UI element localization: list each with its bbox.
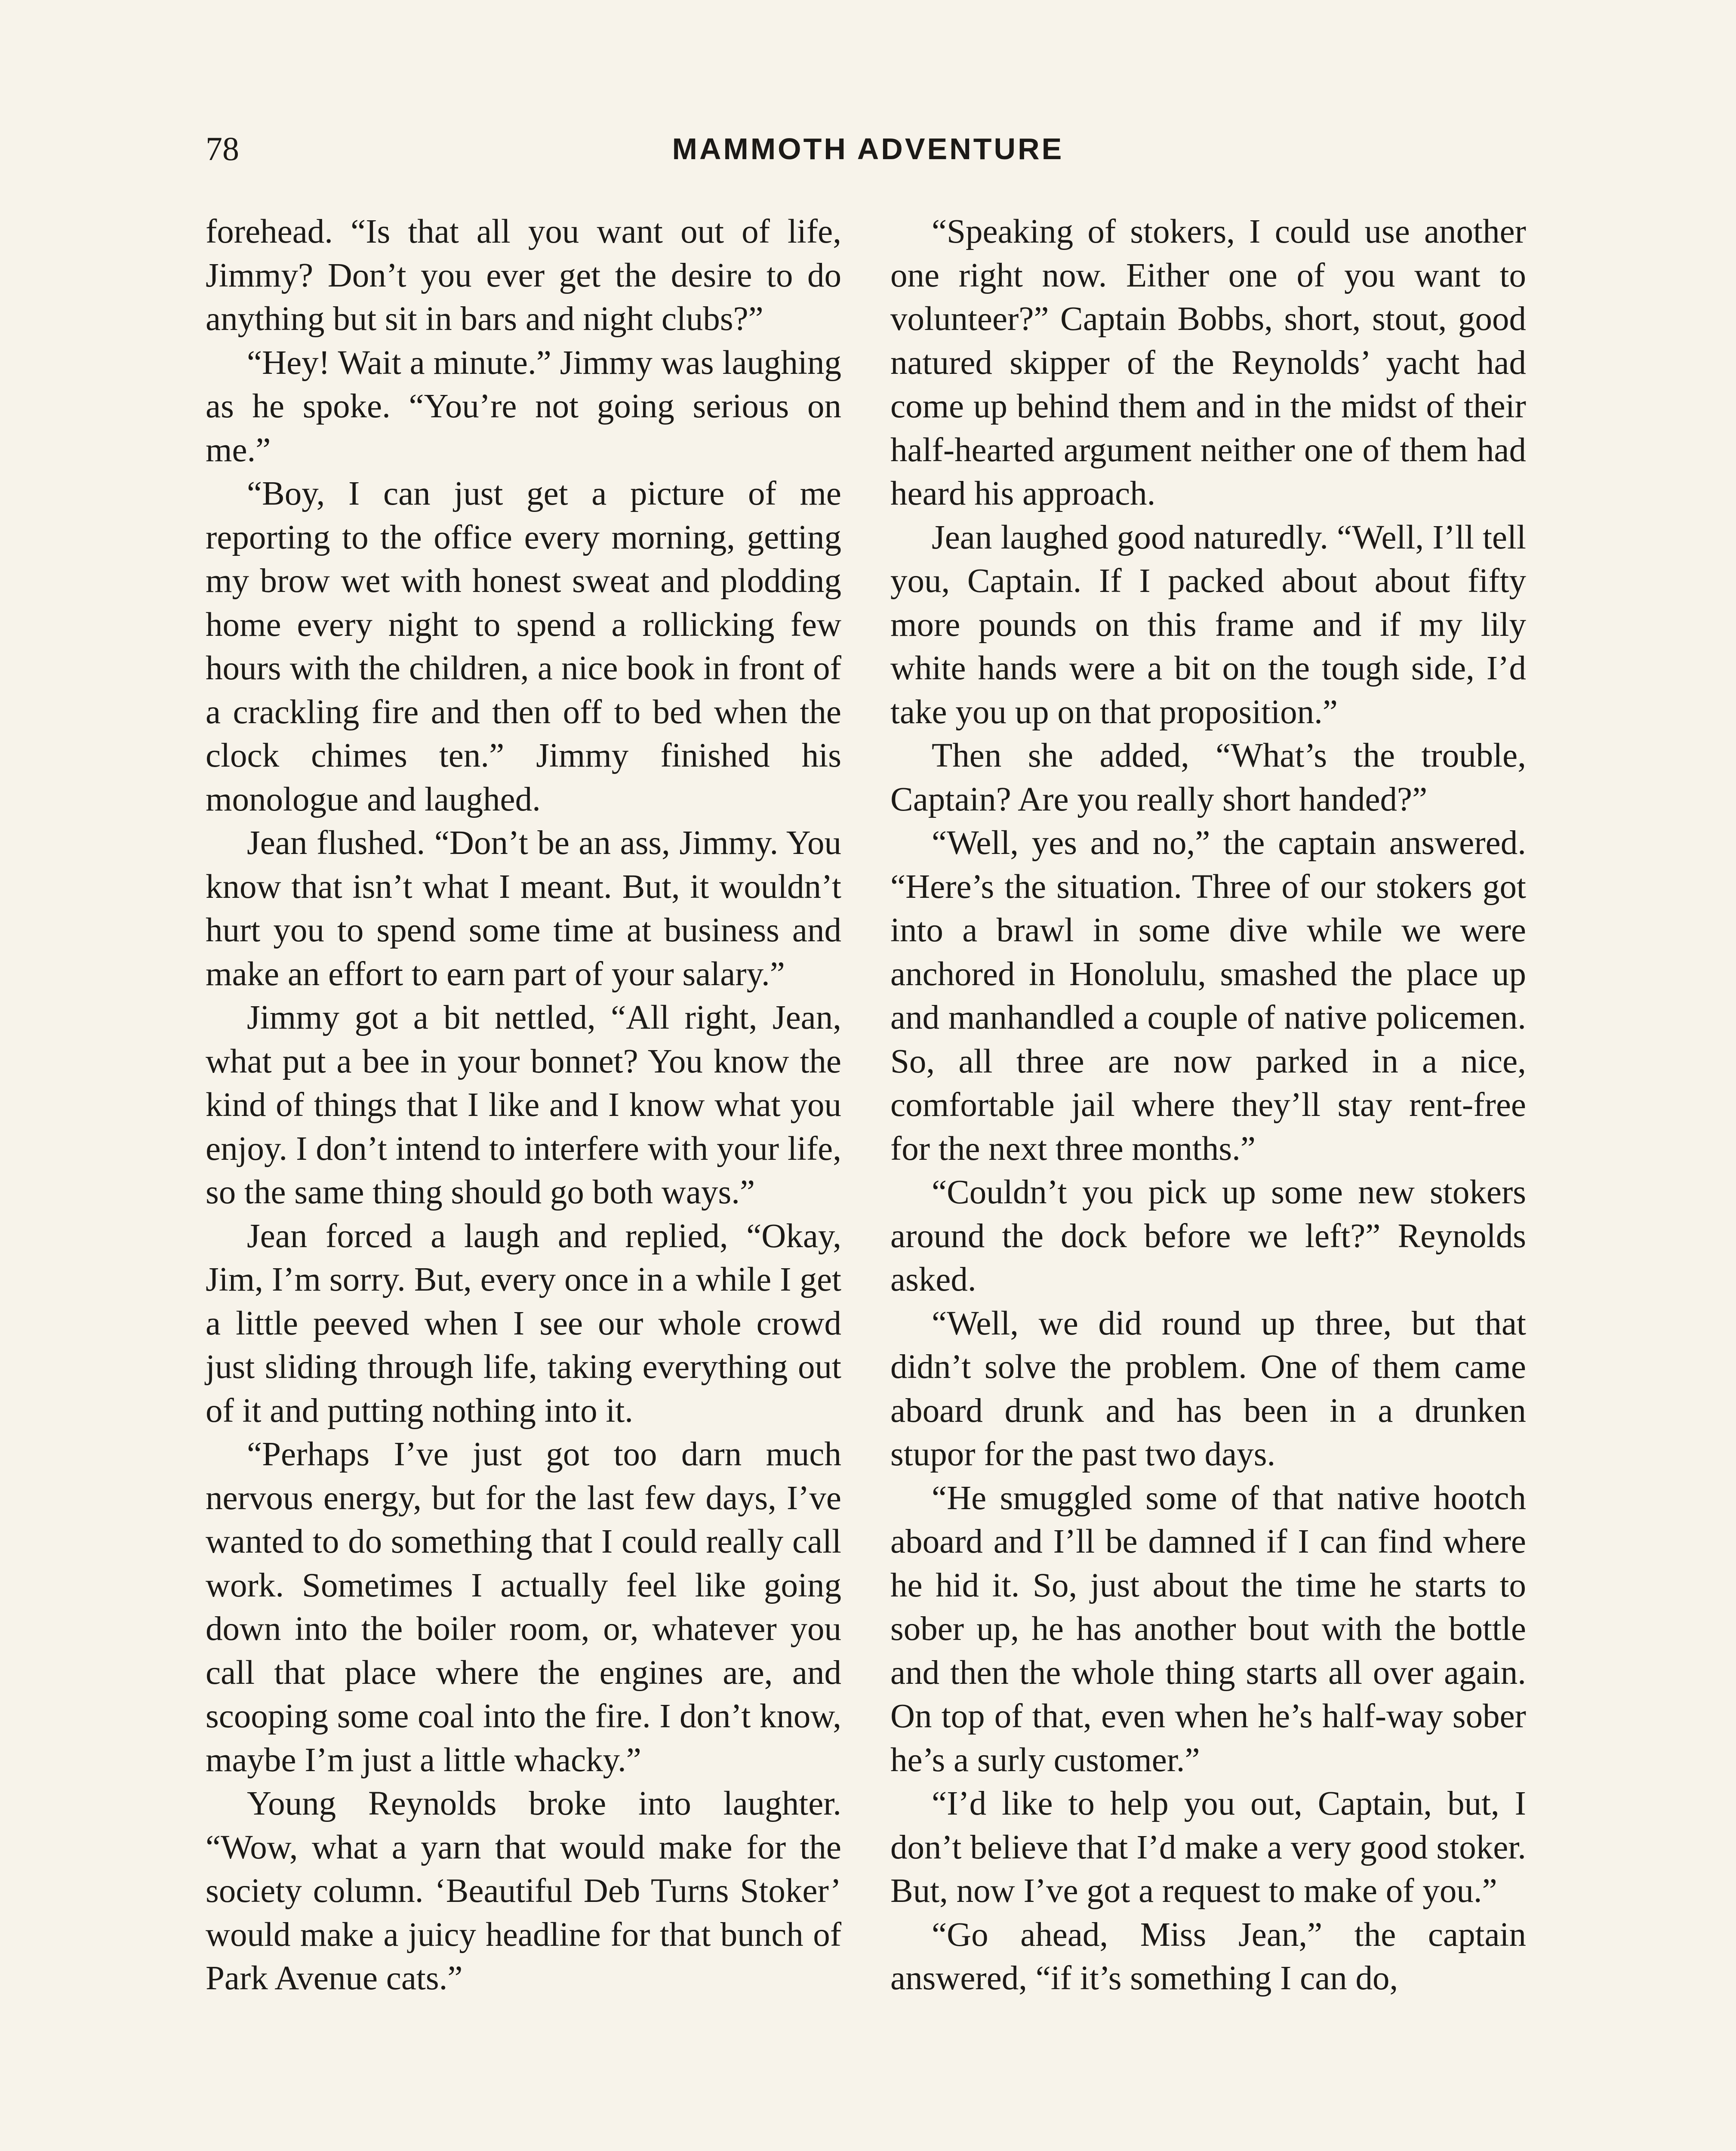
page-header [206, 123, 1530, 175]
paragraph: “Perhaps I’ve just got too darn much nervous energy, but for the last few days, I’ve wanted to do something that I could really call work. Sometimes I actually feel like going down into the boiler room, or, whatever you call that place where the engines are, and scooping some coal into the fire. I don’t know, maybe I’m just a little whacky.” [206, 1436, 841, 1779]
paragraph: “He smuggled some of that native hootch aboard and I’ll be damned if I can find where he hid it. So, just about the time he starts to sober up, he has another bout with the bottle and then the whole thing starts all over again. On top of that, even when he’s half-way sober he’s a surly customer.” [890, 1479, 1526, 1779]
paragraph: Then she added, “What’s the trouble, Captain? Are you really short handed?” [890, 737, 1526, 818]
right-column [890, 210, 1526, 2000]
paragraph: forehead. “Is that all you want out of life, Jimmy? Don’t you ever get the desire to do anything but sit in bars and night clubs?” [206, 213, 841, 338]
paragraph: “Hey! Wait a minute.” Jimmy was laughing as he spoke. “You’re not going serious on me.” [206, 344, 841, 469]
paragraph: “Go ahead, Miss Jean,” the captain answered, “if it’s something I can do, [890, 1916, 1526, 1997]
left-column [206, 210, 841, 2000]
running-head: MAMMOTH ADVENTURE [672, 132, 1064, 166]
paragraph: Jimmy got a bit nettled, “All right, Jean, what put a bee in your bonnet? You know the kind of things that I like and I know what you enjoy. I don’t intend to interfere with your life, so the same thing should go both ways.” [206, 999, 841, 1211]
paragraph: “Well, we did round up three, but that didn’t solve the problem. One of them came aboard drunk and has been in a drunken stupor for the past two days. [890, 1304, 1526, 1473]
paragraph: “Well, yes and no,” the captain answered. “Here’s the situation. Three of our stokers got into a brawl in some dive while we were anchored in Honolulu, smashed the place up and manhandled a couple of native policemen. So, all three are now parked in a nice, comfortable jail where they’ll stay rent-free for the next three months.” [890, 824, 1526, 1168]
page-number: 78 [206, 130, 239, 167]
paragraph: “Speaking of stokers, I could use another one right now. Either one of you want to volunteer?” Captain Bobbs, short, stout, good natured skipper of the Reynolds’ yacht had come up behind them and in the midst of their half-hearted argument neither one of them had heard his approach. [890, 213, 1526, 512]
paragraph: Jean flushed. “Don’t be an ass, Jimmy. You know that isn’t what I meant. But, it wouldn’t hurt you to spend some time at business and make an effort to earn part of your salary.” [206, 824, 841, 993]
paragraph: “Boy, I can just get a picture of me reporting to the office every morning, getting my brow wet with honest sweat and plodding home every night to spend a rollicking few hours with the children, a nice book in front of a crackling fire and then off to bed when the clock chimes ten.” Jimmy finished his monologue and laughed. [206, 475, 841, 818]
paragraph: Young Reynolds broke into laughter. “Wow, what a yarn that would make for the society column. ‘Beautiful Deb Turns Stoker’ would make a juicy headline for that bunch of Park Avenue cats.” [206, 1785, 841, 1997]
paragraph: Jean laughed good naturedly. “Well, I’ll tell you, Captain. If I packed about about fifty more pounds on this frame and if my lily white hands were a bit on the tough side, I’d take you up on that proposition.” [890, 518, 1526, 731]
paragraph: “I’d like to help you out, Captain, but, I don’t believe that I’d make a very good stoker. But, now I’ve got a request to make of you.” [890, 1785, 1526, 1910]
paragraph: Jean forced a laugh and replied, “Okay, Jim, I’m sorry. But, every once in a while I get a little peeved when I see our whole crowd just sliding through life, taking everything out of it and putting nothing into it. [206, 1217, 841, 1430]
paragraph: “Couldn’t you pick up some new stokers around the dock before we left?” Reynolds asked. [890, 1174, 1526, 1298]
